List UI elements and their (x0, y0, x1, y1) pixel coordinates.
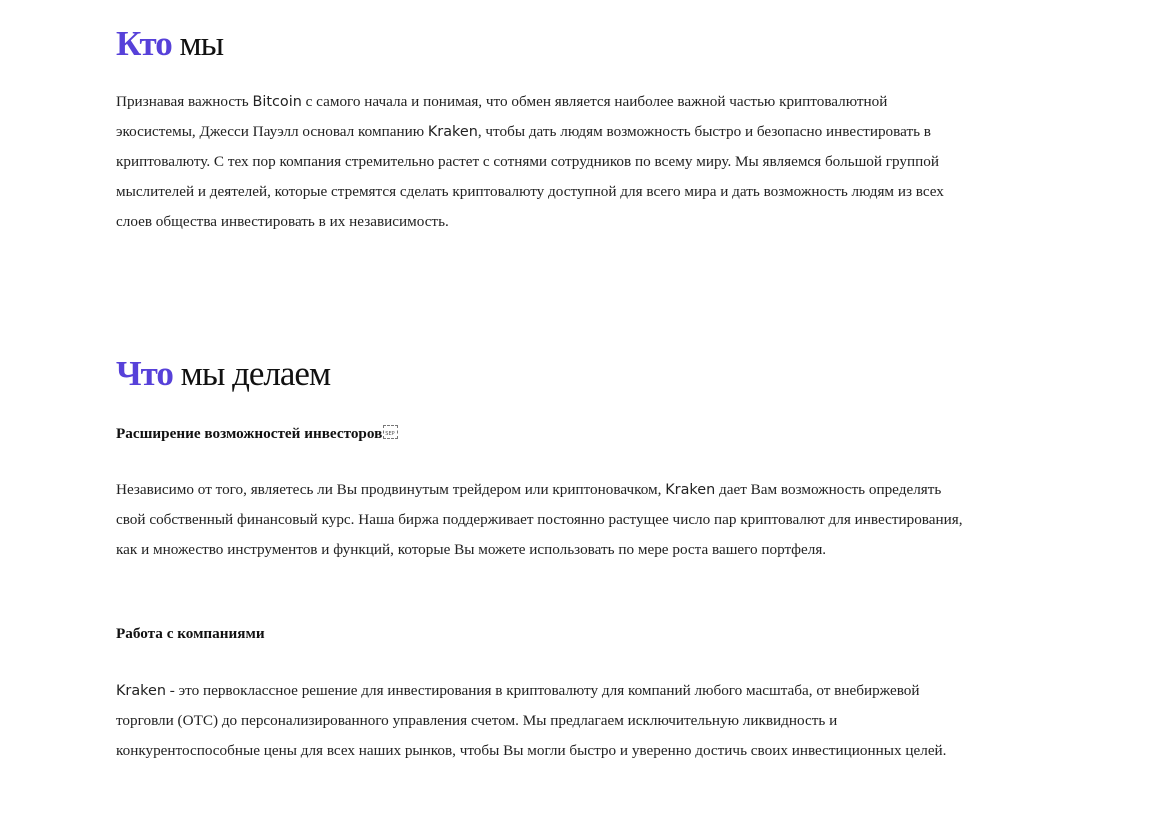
what-heading-accent: Что (116, 354, 173, 393)
business-paragraph-segment: Kraken (116, 683, 166, 699)
business-paragraph (116, 676, 966, 766)
who-paragraph-segment: с самого начала и понимая, что обмен является наиболее важной частью криптовалютной экосистемы, Джесси Пауэлл основал компанию (116, 93, 888, 140)
investors-subheading-text: Расширение возможностей инвесторов (116, 425, 383, 442)
who-paragraph-segment: , чтобы дать людям возможность быстро и безопасно инвестировать в криптовалюту. С тех пор компания стремительно растет с сотнями сотрудников по всему миру. Мы являемся большой группой мыслителей и деятелей, которые стремятся сделать криптовалюту доступной для всего мира и дать возможность людям из всех слоев общества инвестировать в их независимость. (116, 123, 944, 230)
who-paragraph-segment: Признавая важность (116, 93, 253, 110)
separator-glyph-icon (383, 425, 398, 439)
what-heading-rest: мы делаем (172, 354, 331, 393)
who-paragraph-segment: Kraken (427, 124, 478, 140)
investors-paragraph-segment: Независимо от того, являетесь ли Вы продвинутым трейдером или криптоновачком, (116, 481, 666, 498)
business-paragraph-segment: - это первоклассное решение для инвестирования в криптовалюту для компаний любого масштаба, от внебиржевой торговли (OTC) до персонализированного управления счетом. Мы предлагаем исключительную ликвидность и конкурентоспособные цены для всех наших рынков, чтобы Вы могли быстро и уверенно достичь своих инвестиционных целей. (116, 682, 947, 759)
who-paragraph (116, 87, 966, 237)
what-heading (116, 356, 330, 391)
who-heading-rest: мы (171, 24, 224, 63)
business-subheading (116, 624, 265, 644)
who-paragraph-segment: Bitcoin (252, 94, 302, 110)
investors-paragraph-segment: дает Вам возможность определять свой собственный финансовый курс. Наша биржа поддерживает постоянно растущее число пар криптовалют для инвестирования, как и множество инструментов и функций, которые Вы можете использовать по мере роста вашего портфеля. (116, 481, 963, 558)
investors-paragraph-segment: Kraken (665, 482, 716, 498)
investors-paragraph (116, 475, 966, 565)
business-subheading-text: Работа с компаниями (116, 625, 265, 642)
who-heading-accent: Кто (116, 24, 172, 63)
who-heading (116, 26, 223, 61)
investors-subheading (116, 424, 398, 444)
